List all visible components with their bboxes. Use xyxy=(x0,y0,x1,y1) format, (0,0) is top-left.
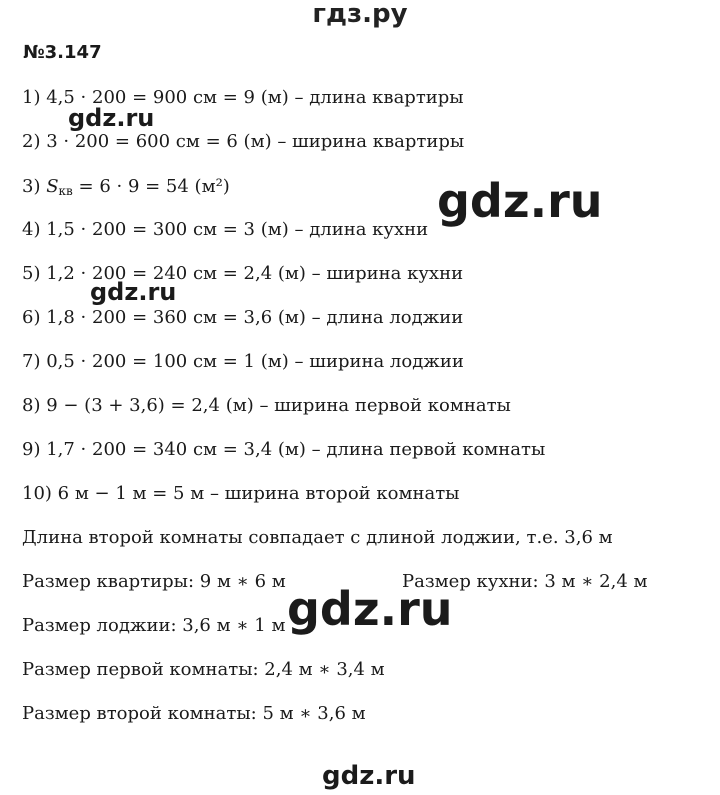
site-title: гдз.ру xyxy=(312,0,408,29)
area-subscript: кв xyxy=(58,184,73,198)
solution-line-8: 8) 9 − (3 + 3,6) = 2,4 (м) – ширина первой комнаты xyxy=(22,395,511,416)
watermark: gdz.ru xyxy=(322,761,416,791)
problem-number: №3.147 xyxy=(23,42,102,63)
watermark: gdz.ru xyxy=(437,174,603,228)
solution-line-5: 5) 1,2 · 200 = 240 см = 2,4 (м) – ширина кухни xyxy=(22,263,464,284)
solution-line-1: 1) 4,5 · 200 = 900 см = 9 (м) – длина квартиры xyxy=(22,87,464,108)
watermark: gdz.ru xyxy=(287,582,453,636)
line-3-prefix: 3) xyxy=(22,176,47,197)
size-loggia: Размер лоджии: 3,6 м ∗ 1 м xyxy=(22,615,286,636)
area-variable: S xyxy=(46,176,59,197)
solution-line-3 xyxy=(22,176,230,202)
watermark: gdz.ru xyxy=(68,104,155,132)
solution-line-7: 7) 0,5 · 200 = 100 см = 1 (м) – ширина лоджии xyxy=(22,351,464,372)
watermark: gdz.ru xyxy=(90,278,177,306)
solution-line-6: 6) 1,8 · 200 = 360 см = 3,6 (м) – длина лоджии xyxy=(22,307,464,328)
size-apartment: Размер квартиры: 9 м ∗ 6 м xyxy=(22,571,286,592)
solution-line-4: 4) 1,5 · 200 = 300 см = 3 (м) – длина кухни xyxy=(22,219,429,240)
size-room-1: Размер первой комнаты: 2,4 м ∗ 3,4 м xyxy=(22,659,385,680)
solution-line-10: 10) 6 м − 1 м = 5 м – ширина второй комнаты xyxy=(22,483,460,504)
solution-note: Длина второй комнаты совпадает с длиной лоджии, т.е. 3,6 м xyxy=(22,527,613,548)
solution-line-2: 2) 3 · 200 = 600 см = 6 (м) – ширина квартиры xyxy=(22,131,465,152)
solution-line-9: 9) 1,7 · 200 = 340 см = 3,4 (м) – длина первой комнаты xyxy=(22,439,546,460)
size-kitchen: Размер кухни: 3 м ∗ 2,4 м xyxy=(402,571,648,592)
line-3-rest: = 6 · 9 = 54 (м²) xyxy=(72,176,230,197)
size-room-2: Размер второй комнаты: 5 м ∗ 3,6 м xyxy=(22,703,366,724)
